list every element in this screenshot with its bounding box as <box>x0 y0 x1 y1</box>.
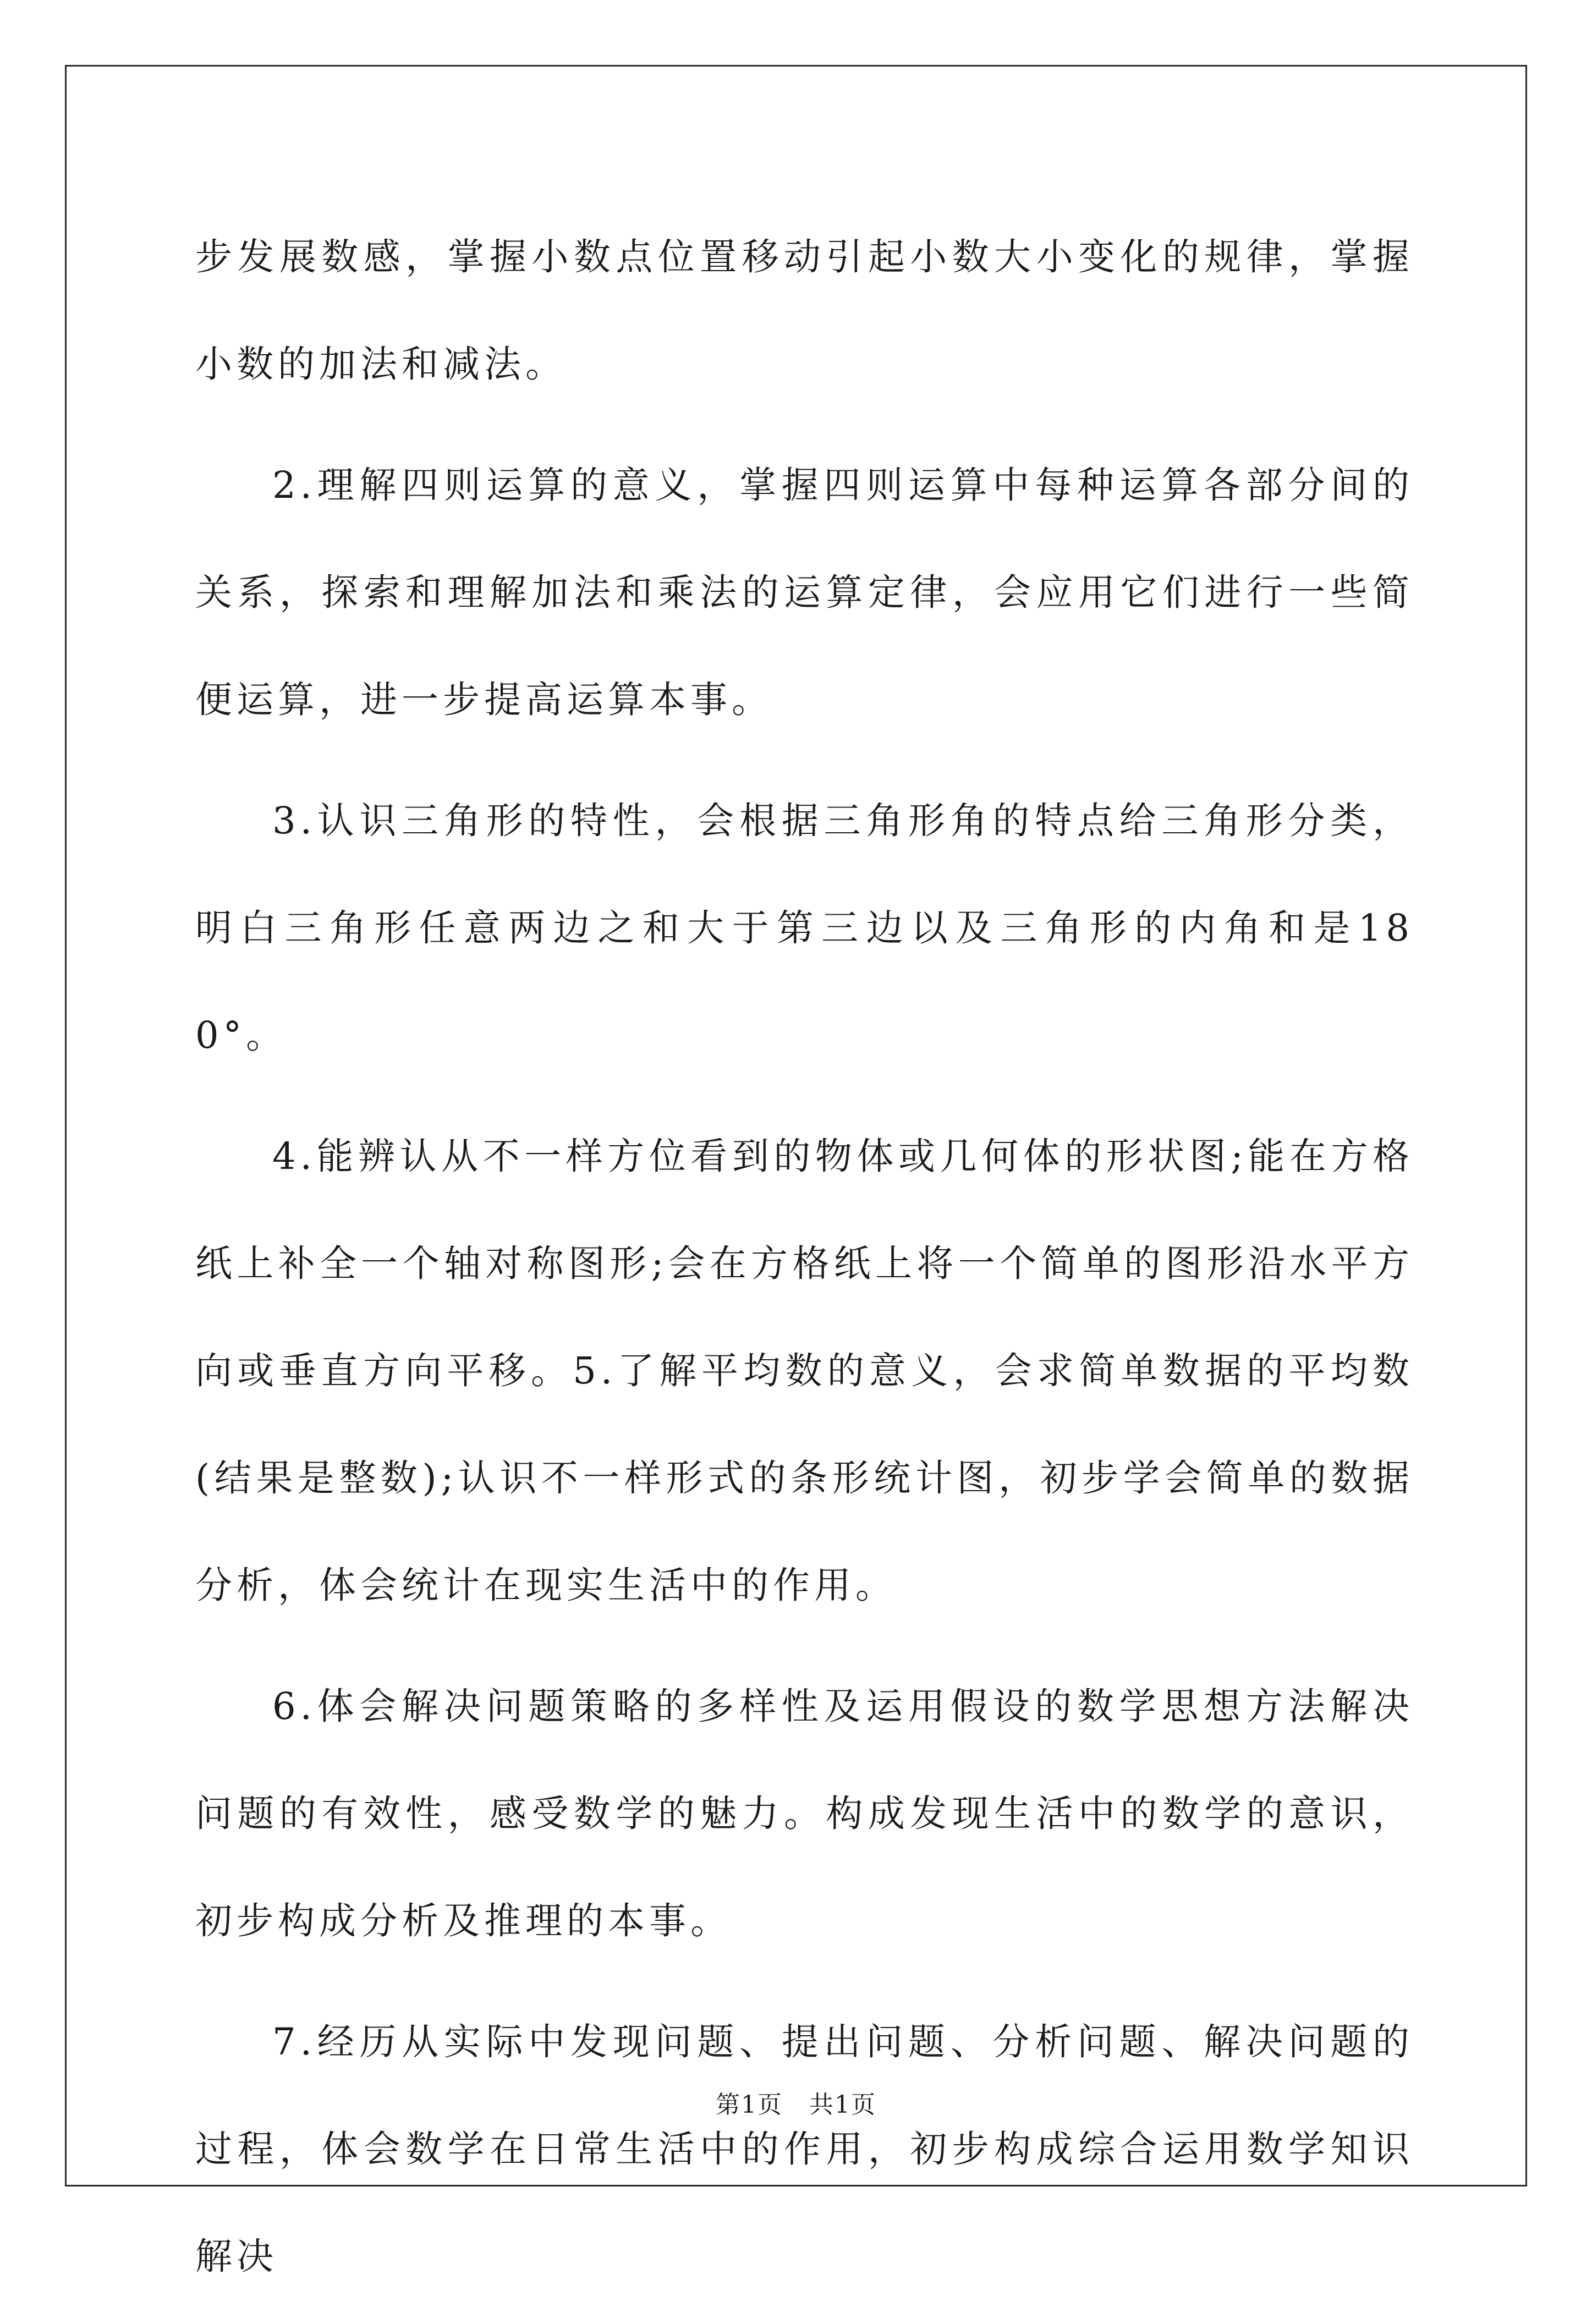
document-body <box>195 204 1414 2324</box>
page-number: 第1页 <box>716 2091 783 2119</box>
paragraph-4: 4.能辨认从不一样方位看到的物体或几何体的形状图;能在方格纸上补全一个轴对称图形;会在方格纸上将一个简单的图形沿水平方向或垂直方向平移。5.了解平均数的意义，会求简单数据的平均数(结果是整数);认识不一样形式的条形统计图，初步学会简单的数据分析，体会统计在现实生活中的作用。 <box>195 1135 1414 1607</box>
paragraph-5: 6.体会解决问题策略的多样性及运用假设的数学思想方法解决问题的有效性，感受数学的魅力。构成发现生活中的数学的意识，初步构成分析及推理的本事。 <box>195 1685 1414 1942</box>
paragraph-3: 3.认识三角形的特性，会根据三角形角的特点给三角形分类，明白三角形任意两边之和大于第三边以及三角形的内角和是180°。 <box>195 799 1414 1057</box>
paragraph-6: 7.经历从实际中发现问题、提出问题、分析问题、解决问题的过程，体会数学在日常生活中的作用，初步构成综合运用数学知识解决 <box>195 2020 1414 2278</box>
paragraph-1: 步发展数感，掌握小数点位置移动引起小数大小变化的规律，掌握小数的加法和减法。 <box>195 235 1414 386</box>
paragraph-2: 2.理解四则运算的意义，掌握四则运算中每种运算各部分间的关系，探索和理解加法和乘法的运算定律，会应用它们进行一些简便运算，进一步提高运算本事。 <box>195 464 1414 721</box>
page-total: 共1页 <box>809 2091 876 2119</box>
page-footer <box>0 2085 1592 2120</box>
